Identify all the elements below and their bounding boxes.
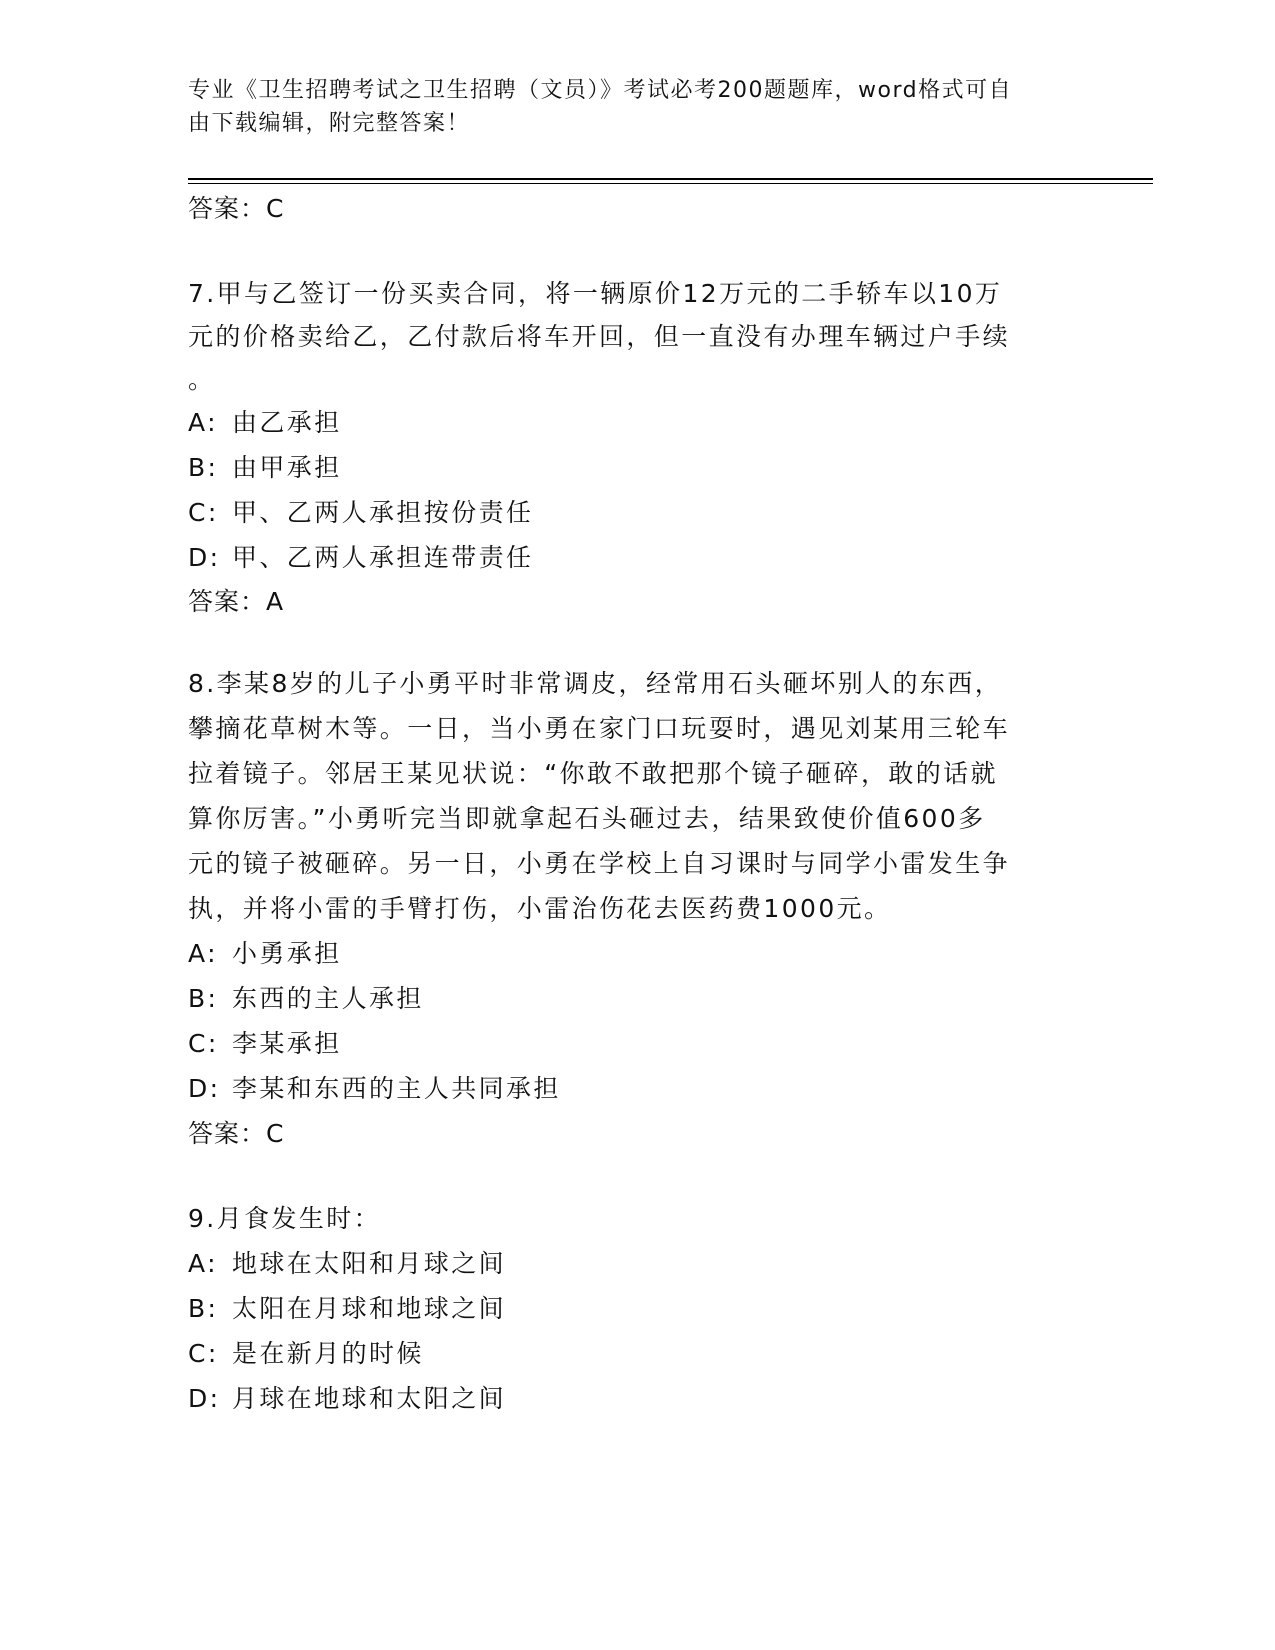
q8-line-1: 8.李某8岁的儿子小勇平时非常调皮，经常用石头砸坏别人的东西， bbox=[188, 669, 1003, 698]
option-text: 是在新月的时候 bbox=[232, 1339, 424, 1368]
option-label: A: bbox=[188, 408, 218, 437]
q9-option-a bbox=[188, 1248, 506, 1280]
option-label: A: bbox=[188, 1249, 218, 1278]
option-text: 李某承担 bbox=[232, 1029, 342, 1058]
document-header bbox=[188, 74, 1068, 140]
q7-option-d bbox=[188, 542, 533, 574]
q7-line-2: 元的价格卖给乙，乙付款后将车开回，但一直没有办理车辆过户手续 bbox=[188, 322, 1011, 351]
option-text: 甲、乙两人承担连带责任 bbox=[232, 543, 534, 572]
option-text: 由乙承担 bbox=[232, 408, 342, 437]
q9-option-d bbox=[188, 1383, 506, 1415]
option-text: 太阳在月球和地球之间 bbox=[232, 1294, 507, 1323]
q8-line-6: 执，并将小雷的手臂打伤，小雷治伤花去医药费1000元。 bbox=[188, 894, 892, 923]
q9-option-c bbox=[188, 1338, 424, 1370]
option-text: 月球在地球和太阳之间 bbox=[232, 1384, 507, 1413]
option-text: 地球在太阳和月球之间 bbox=[232, 1249, 507, 1278]
q8-line-4: 算你厉害。”小勇听完当即就拿起石头砸过去，结果致使价值600多 bbox=[188, 804, 986, 833]
q7-line-3: 。 bbox=[188, 365, 216, 394]
option-text: 小勇承担 bbox=[232, 939, 342, 968]
option-text: 甲、乙两人承担按份责任 bbox=[232, 498, 534, 527]
header-line-1: 专业《卫生招聘考试之卫生招聘（文员）》考试必考200题题库，word格式可自 bbox=[188, 78, 1013, 103]
option-label: C: bbox=[188, 1339, 219, 1368]
q8-line-3: 拉着镜子。邻居王某见状说：“你敢不敢把那个镜子砸碎，敢的话就 bbox=[188, 759, 998, 788]
option-label: D: bbox=[188, 1074, 221, 1103]
header-rule-thick bbox=[188, 178, 1153, 180]
option-label: A: bbox=[188, 939, 218, 968]
header-line-2: 由下载编辑，附完整答案！ bbox=[188, 111, 471, 136]
q7-option-c bbox=[188, 497, 533, 529]
option-label: B: bbox=[188, 453, 219, 482]
q7-option-b bbox=[188, 452, 342, 484]
option-text: 东西的主人承担 bbox=[232, 984, 424, 1013]
option-label: D: bbox=[188, 543, 221, 572]
q8-line-2: 攀摘花草树木等。一日，当小勇在家门口玩耍时，遇见刘某用三轮车 bbox=[188, 714, 1011, 743]
q7-answer: 答案：A bbox=[188, 587, 285, 616]
q8-option-d bbox=[188, 1073, 561, 1105]
q9-line-1: 9.月食发生时： bbox=[188, 1204, 382, 1233]
option-label: B: bbox=[188, 1294, 219, 1323]
option-label: C: bbox=[188, 1029, 219, 1058]
option-label: B: bbox=[188, 984, 219, 1013]
previous-answer: 答案：C bbox=[188, 194, 285, 223]
option-label: D: bbox=[188, 1384, 221, 1413]
q8-option-b bbox=[188, 983, 424, 1015]
q8-option-a bbox=[188, 938, 342, 970]
q9-option-b bbox=[188, 1293, 506, 1325]
q8-option-c bbox=[188, 1028, 342, 1060]
q7-line-1: 7.甲与乙签订一份买卖合同，将一辆原价12万元的二手轿车以10万 bbox=[188, 279, 1003, 308]
header-rule-thin bbox=[188, 183, 1153, 184]
option-text: 李某和东西的主人共同承担 bbox=[232, 1074, 561, 1103]
q8-answer: 答案：C bbox=[188, 1119, 285, 1148]
q8-line-5: 元的镜子被砸碎。另一日，小勇在学校上自习课时与同学小雷发生争 bbox=[188, 849, 1011, 878]
q7-option-a bbox=[188, 407, 342, 439]
option-label: C: bbox=[188, 498, 219, 527]
option-text: 由甲承担 bbox=[232, 453, 342, 482]
